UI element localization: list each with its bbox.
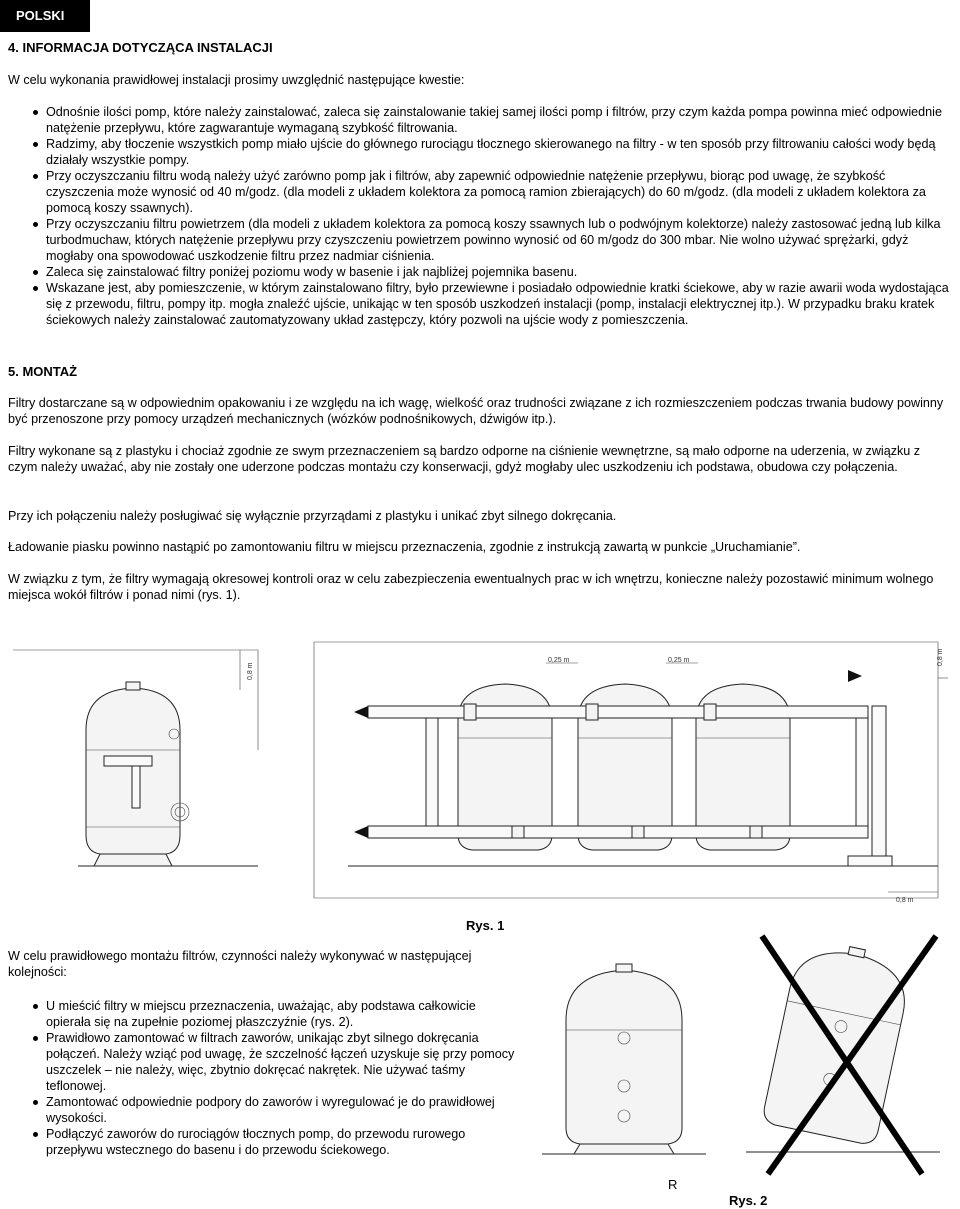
dimension-label: 0,8 m [896,897,914,904]
paragraph: Przy ich połączeniu należy posługiwać się wyłącznie przyrządami z plastyku i unikać zbyt silnego dokręcania. [8,509,617,523]
dimension-label: 0,8 m [247,662,254,680]
list-item: Radzimy, aby tłoczenie wszystkich pomp miało ujście do głównego rurociągu tłocznego skierowanego na filtry - w ten sposób przy filtrowaniu całości wody będą działały wszystkie pompy. [30,136,956,168]
single-filter-clearance-diagram [13,650,258,866]
assembly-intro: W celu prawidłowego montażu filtrów, czynności należy wykonywać w następującej kolejności: [8,949,472,979]
incorrect-tilted-filter [746,936,940,1174]
section-4-heading: 4. INFORMACJA DOTYCZĄCA INSTALACJI [8,40,273,55]
paragraph: Ładowanie piasku powinno nastąpić po zamontowaniu filtru w miejscu przeznaczenia, zgodnie z instrukcją zawartą w punkcie „Uruchamianie”. [8,540,801,554]
list-item: Wskazane jest, aby pomieszczenie, w którym zainstalowano filtry, było przewiewne i posiadało odpowiednie kratki ściekowe, aby w razie awarii woda wydostająca się z przewodu, filtru, pompy itp. mogła znaleźć ujście, unikając w ten sposób uszkodzeń instalacji (pomp, instalacji elektrycznej itp.). W przypadku braku kratek ściekowych należy zainstalować zautomatyzowany układ zastępczy, który pozwoli na ujście wody z pomieszczenia. [30,280,956,328]
figure-1-drawing [8,630,952,910]
list-item: U mieścić filtry w miejscu przeznaczenia, uważając, aby podstawa całkowicie opierała się na zupełnie poziomej płaszczyźnie (rys. 2). [30,998,522,1030]
list-item: Prawidłowo zamontować w filtrach zaworów, unikając zbyt silnego dokręcania połączeń. Należy wziąć pod uwagę, że szczelność łączeń uzyskuje się przy pomocy uszczelek – nie należy, więc, zbytnio dokręcać nakrętek. Nie używać taśmy teflonowej. [30,1030,522,1094]
paragraph: Filtry dostarczane są w odpowiednim opakowaniu i ze względu na ich wagę, wielkość oraz trudności związane z ich rozmieszczeniem podczas trwania budowy powinny być przenoszone przy pomocy urządzeń mechanicznych (wózków podnośnikowych, dźwigów itp.). [8,396,944,426]
section-4-bullet-list [30,104,956,328]
dimension-label: 0,8 m [937,648,944,666]
list-item: Zaleca się zainstalować filtry poniżej poziomu wody w basenie i jak najbliżej pojemnika basenu. [30,264,956,280]
paragraph: W związku z tym, że filtry wymagają okresowej kontroli oraz w celu zabezpieczenia ewentualnych prac w ich wnętrzu, konieczne należy pozostawić minimum wolnego miejsca wokół filtrów i ponad nimi (rys. 1). [8,572,934,602]
section-4-intro: W celu wykonania prawidłowej instalacji prosimy uwzględnić następujące kwestie: [8,73,465,87]
correct-upright-filter [542,964,706,1154]
dimension-label: 0,25 m [548,657,570,664]
list-item: Podłączyć zaworów do rurociągów tłocznych pomp, do przewodu rurowego przepływu wstecznego do basenu i do przewodu ściekowego. [30,1126,522,1158]
dimension-label: 0,25 m [668,657,690,664]
list-item: Przy oczyszczaniu filtru powietrzem (dla modeli z układem kolektora za pomocą koszy ssawnych lub o podwójnym kolektorze) należy zastosować jedną lub kilka turbodmuchaw, których natężenie przepływu przy czyszczeniu powietrzem powinno wynosić od 60 m/godz do 300 mbar. Nie wolno używać sprężarki, gdyż mogłaby ona spowodować uszkodzenie filtru przez nadmiar ciśnienia. [30,216,956,264]
paragraph: Filtry wykonane są z plastyku i chociaż zgodnie ze swym przeznaczeniem są bardzo odporne na ciśnienie wewnętrzne, są mało odporne na uderzenia, w związku z czym należy uważać, aby nie zostały one uderzone podczas montażu czy konserwacji, gdyż mogłaby ulec uszkodzeniu ich podstawa, obudowa czy połączenia. [8,444,921,474]
figure-2-caption: Rys. 2 [729,1193,768,1208]
section-5-heading: 5. MONTAŻ [8,364,78,379]
list-item: Odnośnie ilości pomp, które należy zainstalować, zaleca się zainstalowanie takiej samej ilości pomp i filtrów, przy czym każda pompa powinna mieć odpowiednie natężenie przepływu, które zagwarantuje wymaganą szybkość filtrowania. [30,104,956,136]
language-tab: POLSKI [0,0,90,32]
assembly-bullet-list [30,998,522,1158]
figure-1-caption: Rys. 1 [466,918,505,933]
list-item: Przy oczyszczaniu filtru wodą należy użyć zarówno pomp jak i filtrów, aby zapewnić odpowiednie natężenie przepływu, biorąc pod uwagę, że szybkość czyszczenia może wynosić od 40 m/godz. (dla modeli z układem kolektora za pomocą ramion zbierających) do 60 m/godz. (dla modeli z układem kolektora za pomocą koszy ssawnych). [30,168,956,216]
figure-2-drawing [536,930,960,1180]
figure-2-label-r: R [668,1177,678,1192]
list-item: Zamontować odpowiednie podpory do zaworów i wyregulować je do prawidłowej wysokości. [30,1094,522,1126]
filter-battery-diagram [314,642,948,904]
